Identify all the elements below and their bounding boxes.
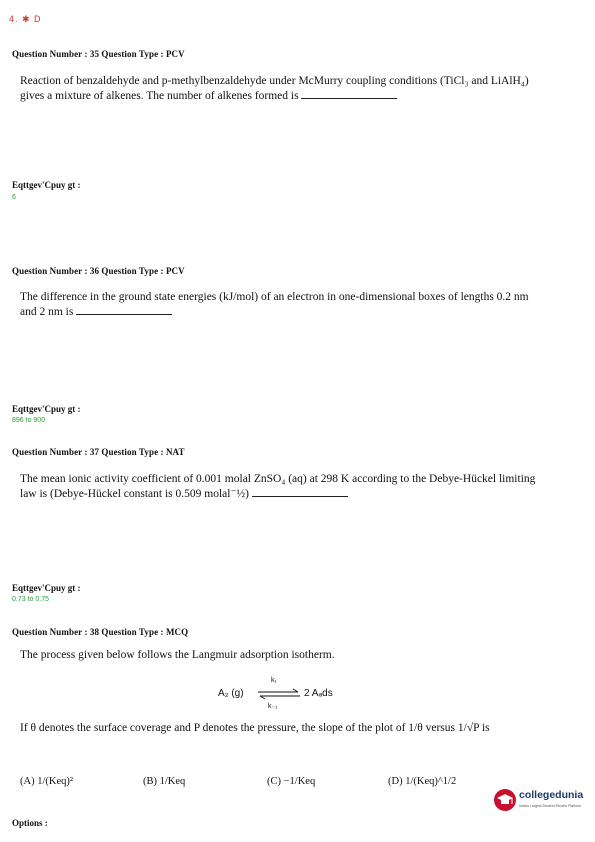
answer-label: Eqttgev'Cpuy gt : <box>12 180 81 190</box>
option-a: (A) 1/(Keq)² <box>20 776 74 787</box>
logo-name: collegedunia <box>519 789 584 801</box>
question-36-text <box>20 290 540 319</box>
answer-label: Eqttgev'Cpuy gt : <box>12 404 81 414</box>
answer-blank <box>76 304 172 315</box>
question-35-text <box>20 74 540 103</box>
reaction-lhs: A₂ (g) <box>218 688 244 699</box>
answer-label: Eqttgev'Cpuy gt : <box>12 583 81 593</box>
question-37-text <box>20 472 540 501</box>
question-38-header: Question Number : 38 Question Type : MCQ <box>12 627 189 637</box>
question-37-body: The mean ionic activity coefficient of 0.001 molal ZnSO₄ (aq) at 298 K according to the Debye-Hückel limiting law is (Debye-Hückel constant is 0.509 molal⁻½) <box>20 473 536 500</box>
correct-answer: 6 <box>12 194 16 201</box>
question-35-header: Question Number : 35 Question Type : PCV <box>12 49 185 59</box>
logo-tagline: India's Largest Student Review Platform <box>519 804 582 808</box>
equilibrium-arrows-icon <box>256 688 302 700</box>
options-label: Options : <box>12 818 48 828</box>
question-36-header: Question Number : 36 Question Type : PCV <box>12 266 185 276</box>
answer-blank <box>301 88 397 99</box>
reaction-rhs: 2 Aₐds <box>304 688 333 699</box>
correct-answer: 0.73 to 0.75 <box>12 596 49 603</box>
question-35-body: Reaction of benzaldehyde and p-methylbenzaldehyde under McMurry coupling conditions (TiCl₃ and LiAlH₄) gives a mixture of alkenes. The number of alkenes formed is <box>20 75 529 102</box>
collegedunia-logo <box>491 786 584 814</box>
option-d: (D) 1/(Keq)^1/2 <box>388 776 457 787</box>
question-38-text: The process given below follows the Langmuir adsorption isotherm. <box>20 649 335 661</box>
graduation-cap-icon <box>493 788 517 812</box>
question-36-body: The difference in the ground state energies (kJ/mol) of an electron in one-dimensional boxes of lengths 0.2 nm and 2 nm is <box>20 291 529 318</box>
question-37-header: Question Number : 37 Question Type : NAT <box>12 447 185 457</box>
correct-answer: 896 to 900 <box>12 417 46 424</box>
page-label: 4. ✱ D <box>9 14 42 24</box>
answer-blank <box>252 486 348 497</box>
rate-constant-forward: k₁ <box>271 677 277 684</box>
question-38-followup: If θ denotes the surface coverage and P denotes the pressure, the slope of the plot of 1/θ versus 1/√P is <box>20 722 490 734</box>
option-c: (C) −1/Keq <box>267 776 316 787</box>
rate-constant-backward: k₋₁ <box>268 703 278 710</box>
option-b: (B) 1/Keq <box>143 776 186 787</box>
